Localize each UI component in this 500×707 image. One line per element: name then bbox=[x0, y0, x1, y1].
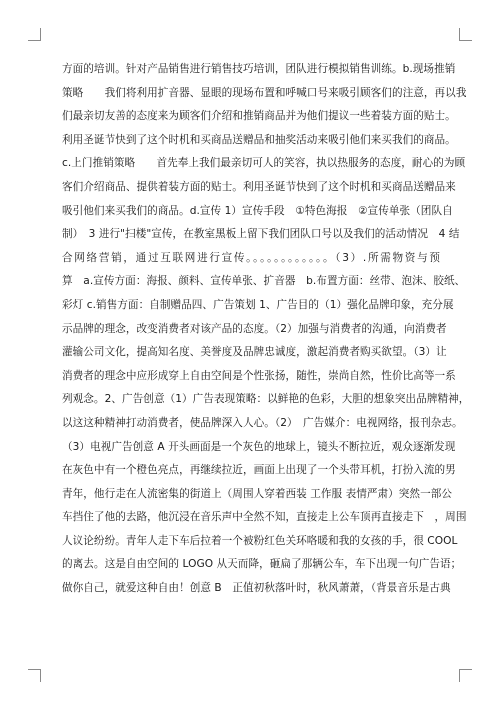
text-line: 们最亲切友善的态度来为顾客们介绍和推销商品并为他们提议一些着装方面的贴士。 bbox=[62, 110, 456, 123]
text-line: 彩灯 c.销售方面：自制赠品四、广告策划 1、广告目的（1）强化品牌印象，充分展 bbox=[62, 298, 454, 311]
text-line: c.上门推销策略 首先奉上我们最亲切可人的笑容，执以热服务的态度，耐心的为顾 bbox=[62, 157, 466, 170]
text-line: 吸引他们来买我们的商品。d.宣传 1）宣传手段 ①特色海报 ②宣传单张（团队自 bbox=[62, 204, 453, 217]
text-line: 算 a.宣传方面：海报、颜料、宣传单张、扩音器 b.布置方面：丝带、泡沫、胶纸、 bbox=[62, 275, 466, 288]
crop-mark-bottom-left-v bbox=[40, 669, 41, 682]
crop-mark-top-left-v bbox=[40, 28, 41, 41]
text-line: 方面的培训。针对产品销售进行销售技巧培训，团队进行模拟销售训练。b.现场推销 bbox=[62, 63, 456, 75]
text-line: 灌输公司文化，提高知名度、美誉度及品牌忠诚度，激起消费者购买欲望。（3）让 bbox=[62, 346, 447, 359]
text-line: 策略 我们将利用扩音器、显眼的现场布置和呼喊口号来吸引顾客们的注意，再以我 bbox=[62, 86, 467, 99]
text-line: 消费者的理念中应形成穿上自由空间是个性张扬，随性，崇尚自然，性价比高等一系 bbox=[62, 369, 456, 382]
text-line: 车挡住了他的去路，他沉浸在音乐声中全然不知，直接走上公车顶再直接走下 ，周围 bbox=[62, 511, 467, 524]
body-text bbox=[62, 58, 470, 601]
text-line: 的离去。这是自由空间的 LOGO 从天而降，砸扁了那辆公车，车下出现一句广告语； bbox=[62, 558, 462, 571]
text-line: 示品牌的理念，改变消费者对该产品的态度。（2）加强与消费者的沟通，向消费者 bbox=[62, 322, 447, 335]
text-line: 列观念。2、广告创意（1）广告表现策略：以鲜艳的色彩，大胆的想象突出品牌精神， bbox=[62, 393, 470, 406]
crop-mark-bottom-right-v bbox=[459, 669, 460, 682]
text-line: 利用圣诞节快到了这个时机和买商品送赠品和抽奖活动来吸引他们来买我们的商品。 bbox=[62, 133, 456, 146]
text-line: （3）电视广告创意 A 开头画面是一个灰色的地球上，镜头不断拉近，观众逐渐发现 bbox=[62, 440, 456, 453]
text-line: 人议论纷纷。青年人走下车后拉着一个被粉红色关环咯暖和我的女孩的手，很 COOL bbox=[62, 534, 458, 547]
text-line: 制） 3 进行"扫楼"宣传，在教室黑板上留下我们团队口号以及我们的活动情况 4 结 bbox=[62, 228, 460, 241]
text-line: 在灰色中有一个橙色亮点，再继续拉近，画面上出现了一个头带耳机，打扮入流的男 bbox=[62, 464, 456, 477]
text-line: 做你自己，就爱这种自由！创意 B 正值初秋落叶时，秋风萧萧，（背景音乐是古典 bbox=[62, 582, 451, 595]
crop-mark-bottom-right-h bbox=[459, 669, 472, 670]
text-line: 合网络营销，通过互联网进行宣传。。。。。。。。。。。。（3）.所需物资与预 bbox=[62, 251, 440, 264]
crop-mark-top-right-v bbox=[459, 28, 460, 41]
text-line: 客们介绍商品、提供着装方面的贴士。利用圣诞节快到了这个时机和买商品送赠品来 bbox=[62, 180, 456, 193]
crop-mark-top-right-h bbox=[459, 40, 472, 41]
text-line: 以这这种精神打动消费者，使品牌深入人心。（2） 广告媒介：电视网络，报刊杂志。 bbox=[62, 416, 463, 429]
text-line: 青年，他行走在人流密集的街道上（周围人穿着西装 工作服 表情严肃）突然一部公 bbox=[62, 487, 453, 500]
